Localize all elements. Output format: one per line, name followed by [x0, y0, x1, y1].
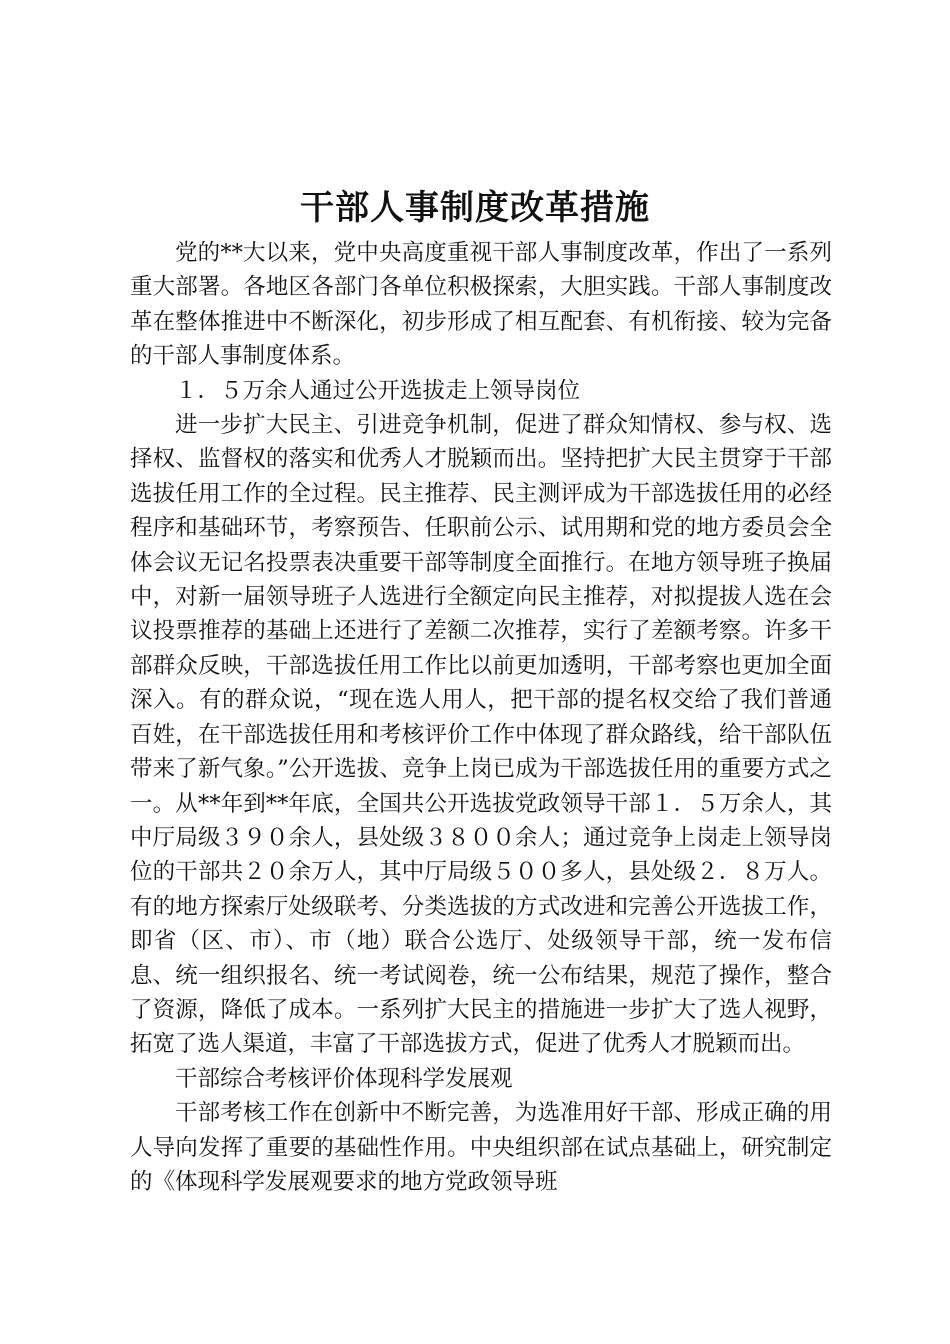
section-heading-public-selection: １．５万余人通过公开选拔走上领导岗位 — [175, 377, 581, 404]
paragraph-intro: 党的**大以来，党中央高度重视干部人事制度改革，作出了一系列重大部署。各地区各部门各单位积极探索，大胆实践。干部人事制度改革在整体推进中不断深化，初步形成了相互配套、有机衔接、较为完备的干部人事制度体系。 — [130, 240, 832, 370]
section-heading-evaluation: 干部综合考核评价体现科学发展观 — [175, 1065, 513, 1092]
paragraph-democracy: 进一步扩大民主、引进竞争机制，促进了群众知情权、参与权、选择权、监督权的落实和优秀人才脱颖而出。坚持把扩大民主贯穿于干部选拔任用工作的全过程。民主推荐、民主测评成为干部选拔任用的必经程序和基础环节，考察预告、任职前公示、试用期和党的地方委员会全体会议无记名投票表决重要干部等制度全面推行。在地方领导班子换届中，对新一届领导班子人选进行全额定向民主推荐，对拟提拔人选在会议投票推荐的基础上还进行了差额二次推荐，实行了差额考察。许多干部群众反映，干部选拔任用工作比以前更加透明，干部考察也更加全面深入。有的群众说，“现在选人用人，把干部的提名权交给了我们普通百姓，在干部选拔任用和考核评价工作中体现了群众路线，给干部队伍带来了新气象。”公开选拔、竞争上岗已成为干部选拔任用的重要方式之一。从**年到**年底，全国共公开选拔党政领导干部１．５万余人，其中厅局级３９０余人，县处级３８００余人；通过竞争上岗走上领导岗位的干部共２０余万人，其中厅局级５００多人，县处级２．８万人。有的地方探索厅处级联考、分类选拔的方式改进和完善公开选拔工作，即省（区、市）、市（地）联合公选厅、处级领导干部，统一发布信息、统一组织报名、统一考试阅卷，统一公布结果，规范了操作，整合了资源，降低了成本。一系列扩大民主的措施进一步扩大了选人视野，拓宽了选人渠道，丰富了干部选拔方式，促进了优秀人才脱颖而出。 — [130, 412, 832, 1058]
paragraph-evaluation: 干部考核工作在创新中不断完善，为选准用好干部、形成正确的用人导向发挥了重要的基础性作用。中央组织部在试点基础上，研究制定的《体现科学发展观要求的地方党政领导班 — [130, 1100, 832, 1195]
document-title: 干部人事制度改革措施 — [300, 188, 650, 228]
document-body — [130, 236, 832, 1199]
